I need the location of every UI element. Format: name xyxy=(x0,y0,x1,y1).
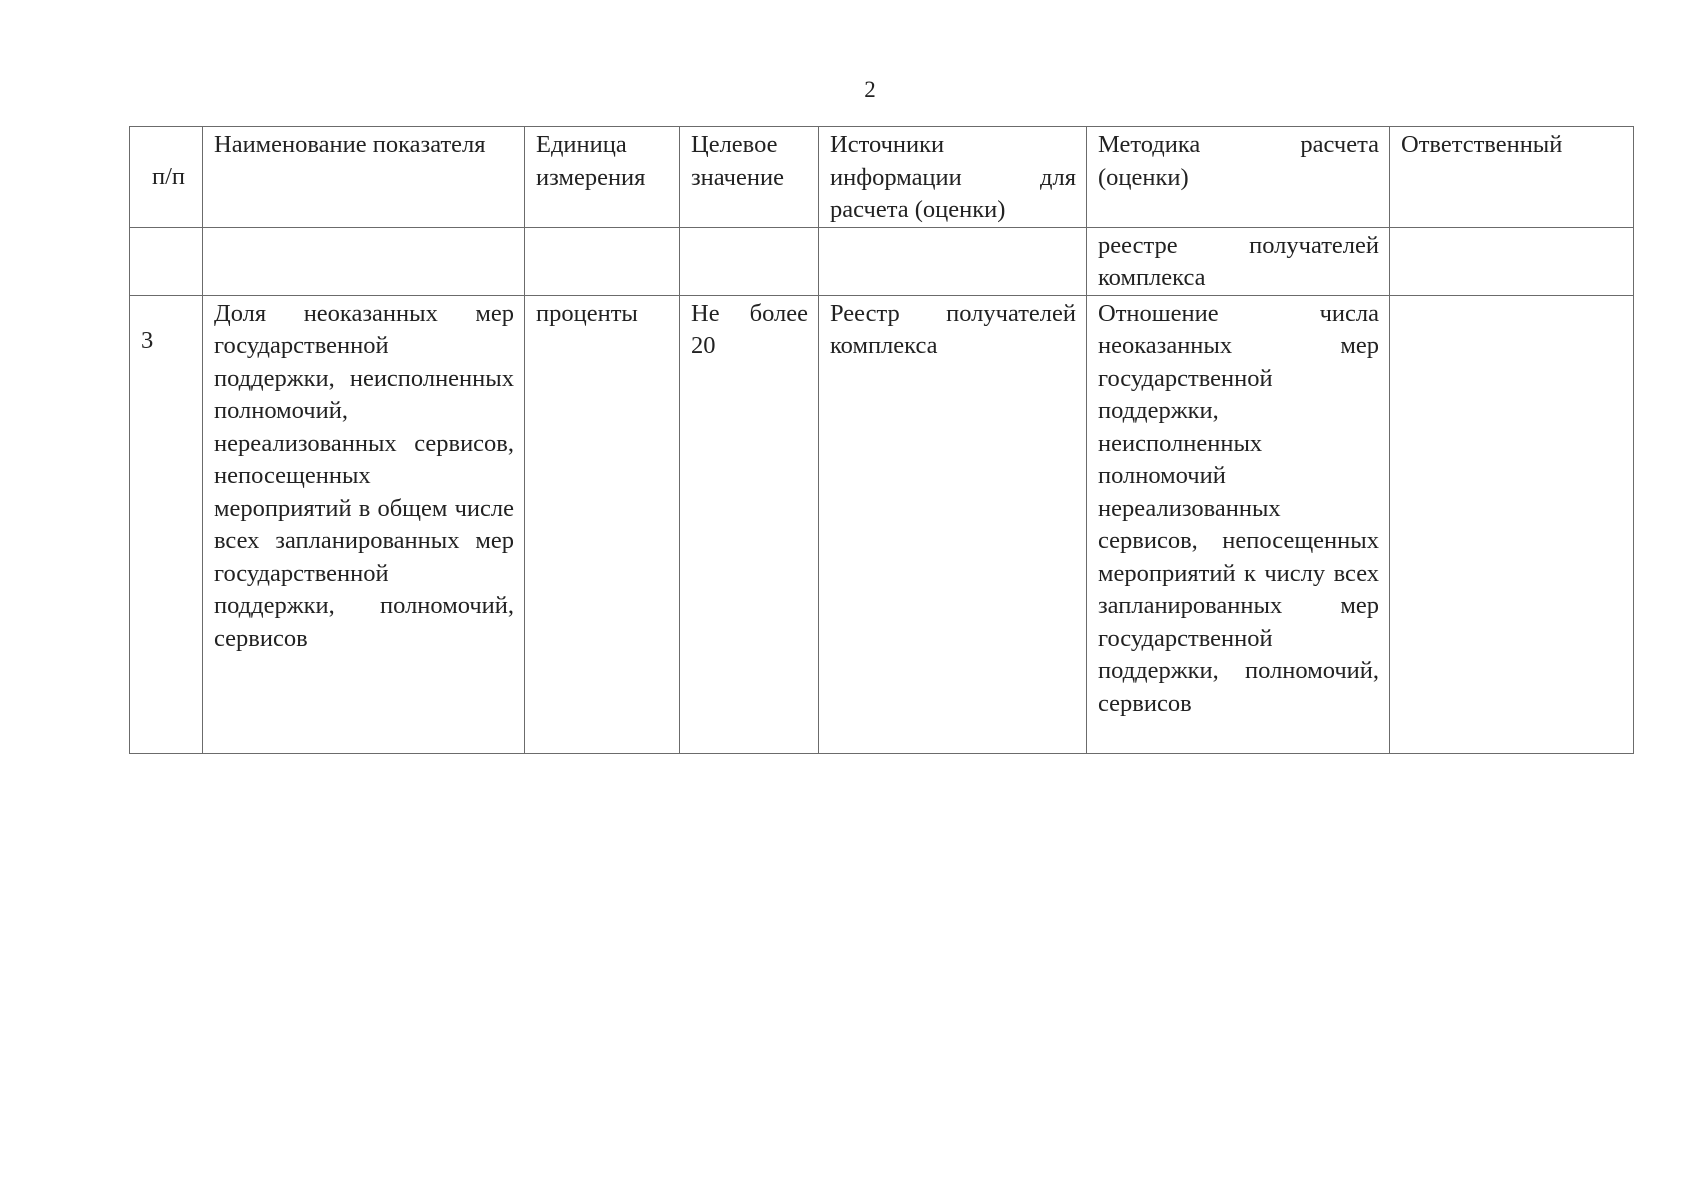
row-method-cell xyxy=(1087,295,1390,753)
header-source: Источники информации для расчета (оценки) xyxy=(830,131,1076,223)
header-unit-cell xyxy=(525,127,680,228)
header-method: Методика расчета (оценки) xyxy=(1098,131,1379,191)
header-method-cell xyxy=(1087,127,1390,228)
page-number: 2 xyxy=(864,77,876,102)
header-num: п/п xyxy=(152,163,186,190)
header-target: Целевое значение xyxy=(691,131,784,191)
header-responsible: Ответственный xyxy=(1401,131,1563,158)
table-header-row xyxy=(130,127,1634,228)
header-name-cell xyxy=(203,127,525,228)
cont-name-cell xyxy=(203,227,525,295)
row-name: Доля неоказанных мер государственной поддержки, неисполненных полномочий, нереализованных сервисов, непосещенных мероприятий в общем числе всех запланированных мер государственной поддержки, полномочий, сервисов xyxy=(214,299,514,652)
cont-method-text: реестре получателей комплекса xyxy=(1098,231,1379,291)
header-source-cell xyxy=(819,127,1087,228)
row-method: Отношение числа неоказанных мер государственной поддержки, неисполненных полномочий нереализованных сервисов, непосещенных мероприятий к числу всех запланированных мер государственной поддержки, полномочий, сервисов xyxy=(1098,299,1379,717)
cont-source-cell xyxy=(819,227,1087,295)
header-target-cell xyxy=(680,127,819,228)
cont-method-cell xyxy=(1087,227,1390,295)
row-source-cell xyxy=(819,295,1087,753)
cont-unit-cell xyxy=(525,227,680,295)
header-unit: Единица измерения xyxy=(536,131,646,191)
header-name: Наименование показателя xyxy=(214,131,486,158)
cont-responsible-cell xyxy=(1390,227,1634,295)
row-name-cell xyxy=(203,295,525,753)
table-row xyxy=(130,295,1634,753)
row-target-cell xyxy=(680,295,819,753)
cont-num-cell xyxy=(130,227,203,295)
header-num-cell xyxy=(130,127,203,228)
row-unit-cell xyxy=(525,295,680,753)
row-unit: проценты xyxy=(536,299,638,327)
row-num: 3 xyxy=(141,326,154,354)
row-responsible-cell xyxy=(1390,295,1634,753)
row-num-cell xyxy=(130,295,203,753)
indicators-table xyxy=(129,126,1634,754)
header-responsible-cell xyxy=(1390,127,1634,228)
row-source: Реестр получателей комплекса xyxy=(830,299,1076,359)
cont-target-cell xyxy=(680,227,819,295)
table-row xyxy=(130,227,1634,295)
row-target: Не более 20 xyxy=(691,299,808,359)
